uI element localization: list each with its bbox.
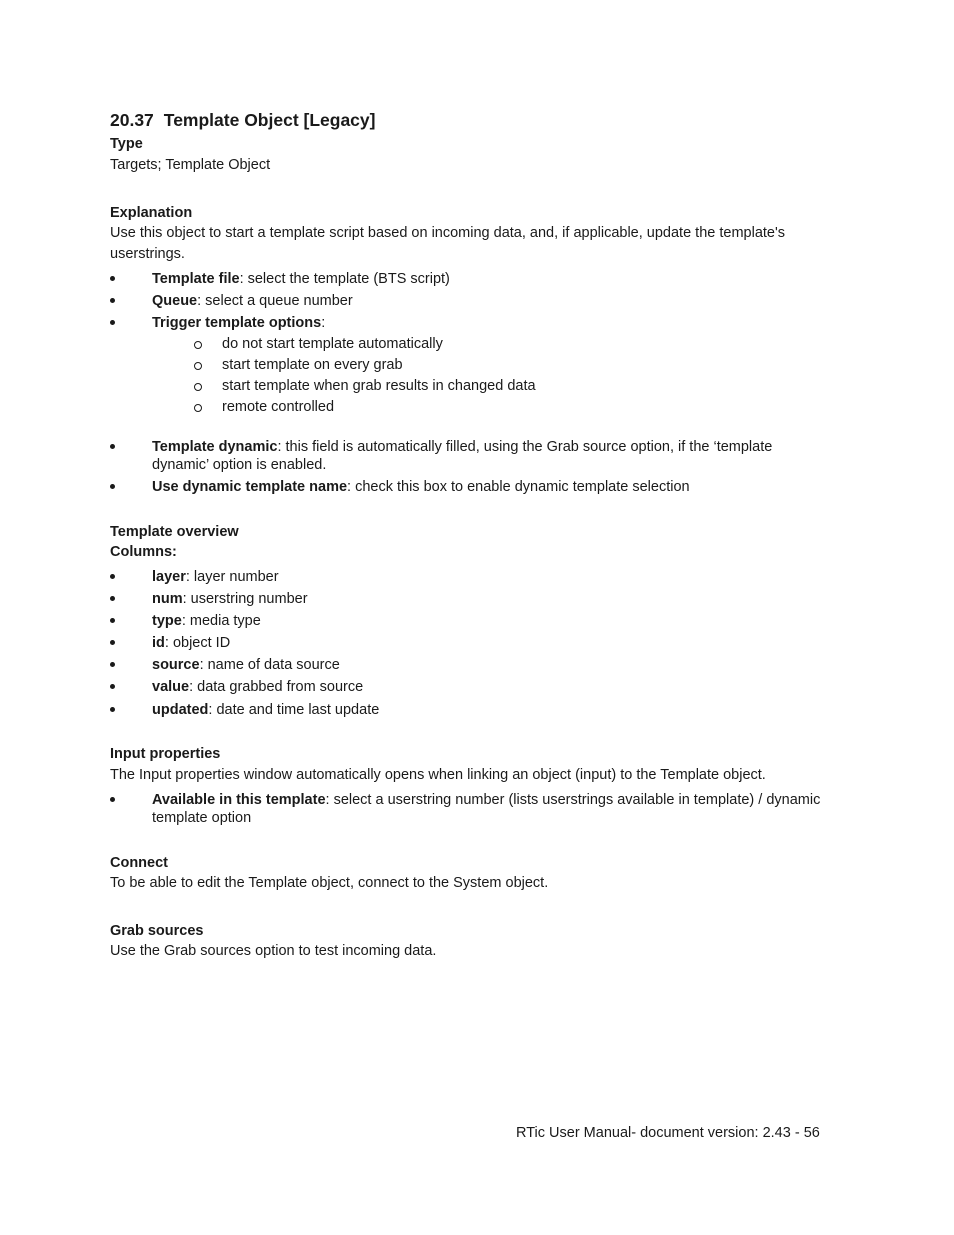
bullet-icon	[110, 662, 115, 667]
sub-item-text: remote controlled	[222, 399, 335, 415]
type-text: Targets; Template Object	[110, 157, 271, 173]
item-desc: : select a queue number	[197, 293, 353, 309]
item-term: Template file	[152, 271, 240, 287]
item-desc: : data grabbed from source	[189, 679, 364, 695]
item-desc: : this field is automatically filled, using the Grab source option, if the ‘template dynamic’ option is enabled.	[152, 439, 773, 473]
explanation-text: Use this object to start a template script based on incoming data, and, if applicable, update the template's userstrings.	[110, 225, 785, 262]
section-heading	[110, 110, 375, 131]
bullet-icon	[110, 618, 115, 623]
sub-item-text: do not start template automatically	[222, 336, 443, 352]
item-term: value	[152, 679, 190, 695]
item-term: type	[152, 613, 182, 629]
circle-bullet-icon	[194, 341, 202, 349]
circle-bullet-icon	[194, 383, 202, 391]
type-heading: Type	[110, 136, 143, 152]
item-desc: :	[321, 315, 326, 331]
item-term: Available in this template	[152, 792, 326, 808]
item-desc: : select a userstring number (lists userstrings available in template) / dynamic template option	[152, 792, 821, 826]
item-term: num	[152, 591, 183, 607]
item-desc: : object ID	[164, 635, 231, 651]
columns-label: Columns:	[110, 544, 177, 560]
input-heading: Input properties	[110, 746, 221, 762]
item-term: updated	[152, 702, 209, 718]
page-footer: RTic User Manual- document version: 2.43 - 56	[516, 1125, 820, 1141]
item-term: Queue	[152, 293, 198, 309]
item-desc: : userstring number	[182, 591, 308, 607]
section-title: Template Object [Legacy]	[163, 110, 376, 130]
bullet-icon	[110, 484, 115, 489]
bullet-icon	[110, 684, 115, 689]
bullet-icon	[110, 707, 115, 712]
item-term: Template dynamic	[152, 439, 278, 455]
explanation-heading: Explanation	[110, 205, 193, 221]
bullet-icon	[110, 320, 115, 325]
item-desc: : date and time last update	[208, 702, 380, 718]
overview-heading: Template overview	[110, 524, 239, 540]
item-term: Use dynamic template name	[152, 479, 348, 495]
grab-text: Use the Grab sources option to test incoming data.	[110, 943, 437, 959]
bullet-icon	[110, 596, 115, 601]
item-desc: : select the template (BTS script)	[239, 271, 450, 287]
item-term: id	[152, 635, 165, 651]
input-text: The Input properties window automatically opens when linking an object (input) to the Template object.	[110, 767, 766, 783]
item-term: layer	[152, 569, 186, 585]
circle-bullet-icon	[194, 362, 202, 370]
item-desc: : name of data source	[199, 657, 340, 673]
circle-bullet-icon	[194, 404, 202, 412]
bullet-icon	[110, 276, 115, 281]
bullet-icon	[110, 298, 115, 303]
grab-heading: Grab sources	[110, 923, 204, 939]
connect-heading: Connect	[110, 855, 168, 871]
bullet-icon	[110, 797, 115, 802]
bullet-icon	[110, 640, 115, 645]
item-term: Trigger template options	[152, 315, 322, 331]
connect-text: To be able to edit the Template object, connect to the System object.	[110, 875, 549, 891]
item-desc: : check this box to enable dynamic template selection	[347, 479, 690, 495]
bullet-icon	[110, 574, 115, 579]
item-desc: : media type	[181, 613, 261, 629]
bullet-icon	[110, 444, 115, 449]
sub-item-text: start template on every grab	[222, 357, 403, 373]
item-term: source	[152, 657, 200, 673]
sub-item-text: start template when grab results in changed data	[222, 378, 536, 394]
section-number: 20.37	[110, 110, 154, 130]
item-desc: : layer number	[185, 569, 279, 585]
